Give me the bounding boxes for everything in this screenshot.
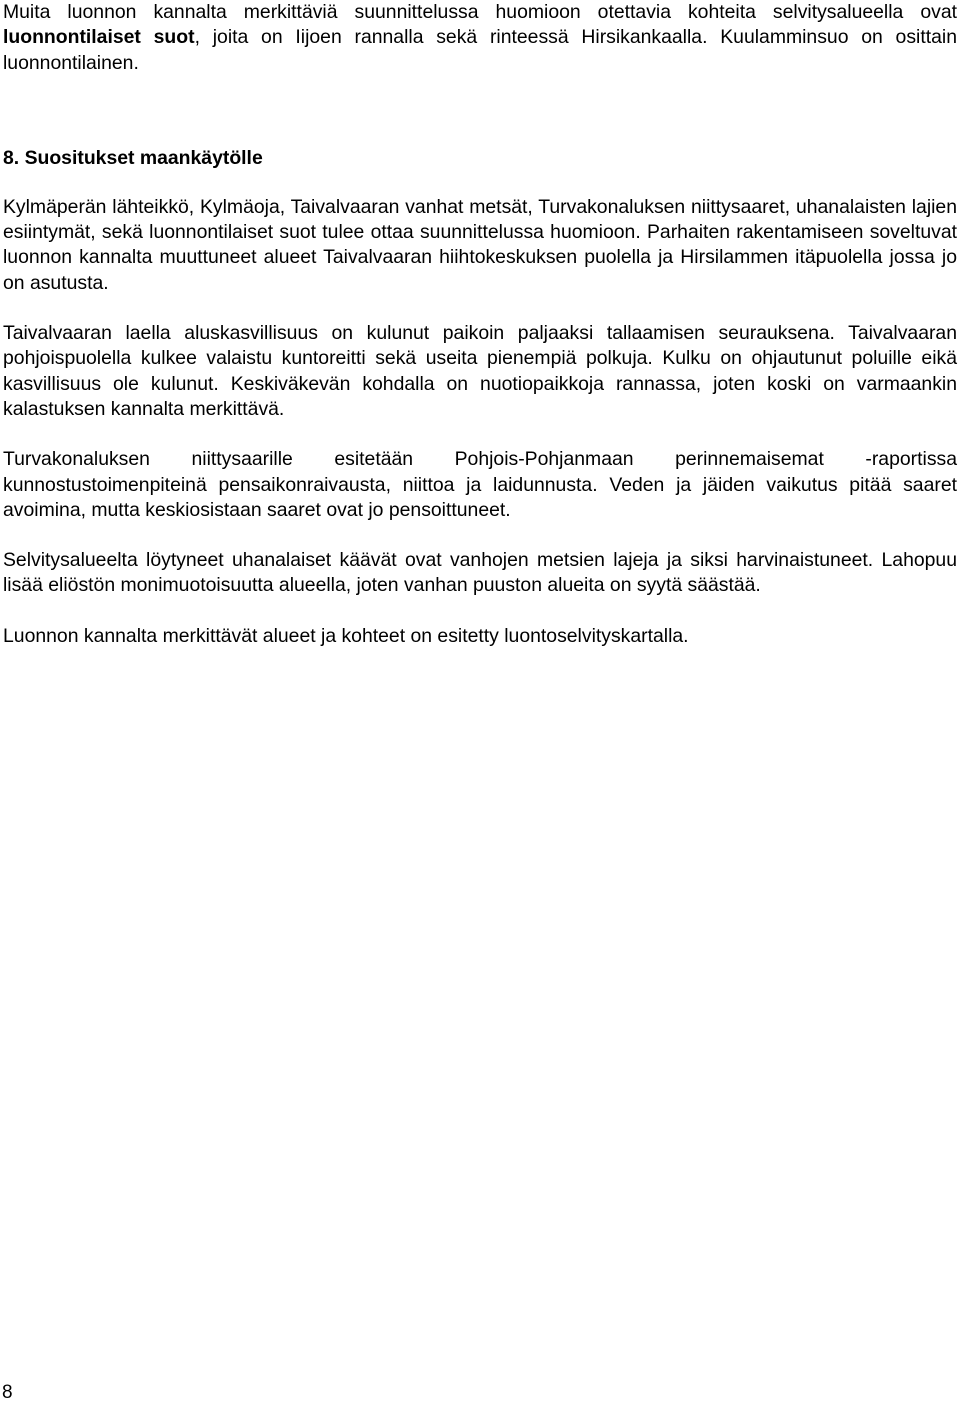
section-number: 8.: [3, 146, 20, 169]
body-paragraph-5: Luonnon kannalta merkittävät alueet ja kohteet on esitetty luontoselvityskartalla.: [3, 624, 689, 647]
body-paragraph-2: Taivalvaaran laella aluskasvillisuus on kulunut paikoin paljaaksi tallaamisen seurauksena. Taivalvaaran pohjoispuolella kulkee valaistu kuntoreitti sekä useita pienempiä polkuja. Kulku on ohjautunut poluille eikä kasvillisuus ole kulunut. Keskiväkevän kohdalla on nuotiopaikkoja rannassa, joten koski on varmaankin kalastuksen kannalta merkittävä.: [3, 322, 957, 420]
intro-text-end: , joita on Iijoen rannalla sekä rinteessä Hirsikankaalla. Kuulamminsuo on osittain luonnontilainen.: [3, 26, 957, 74]
intro-text-start: Muita luonnon kannalta merkittäviä suunnittelussa huomioon otettavia kohteita selvitysalueella ovat: [3, 1, 957, 23]
document-page: [3, 0, 957, 649]
body-paragraph-1: Kylmäperän lähteikkö, Kylmäoja, Taivalvaaran vanhat metsät, Turvakonaluksen niittysaaret, uhanalaisten lajien esiintymät, sekä luonnontilaiset suot tulee ottaa suunnittelussa huomioon. Parhaiten rakentamiseen soveltuvat luonnon kannalta muuttuneet alueet Taivalvaaran hiihtokeskuksen puolella ja Hirsilammen itäpuolella jossa jo on asutusta.: [3, 195, 957, 294]
page-number: 8: [2, 1382, 13, 1403]
body-paragraph-4: Selvitysalueelta löytyneet uhanalaiset käävät ovat vanhojen metsien lajeja ja siksi harvinaistuneet. Lahopuu lisää eliöstön monimuotoisuutta alueella, joten vanhan puuston alueita on syytä säästää.: [3, 549, 957, 597]
body-paragraph-3: Turvakonaluksen niittysaarille esitetään Pohjois-Pohjanmaan perinnemaisemat -raportissa kunnostustoimenpiteinä pensaikonraivausta, niittoa ja laidunnusta. Veden ja jäiden vaikutus pitää saaret avoimina, mutta keskiosistaan saaret ovat jo pensoittuneet.: [3, 448, 957, 521]
intro-paragraph: [3, 0, 957, 76]
intro-bold-term: luonnontilaiset suot: [3, 26, 195, 49]
section-heading: [3, 146, 957, 171]
section-title: Suositukset maankäytölle: [24, 146, 263, 169]
